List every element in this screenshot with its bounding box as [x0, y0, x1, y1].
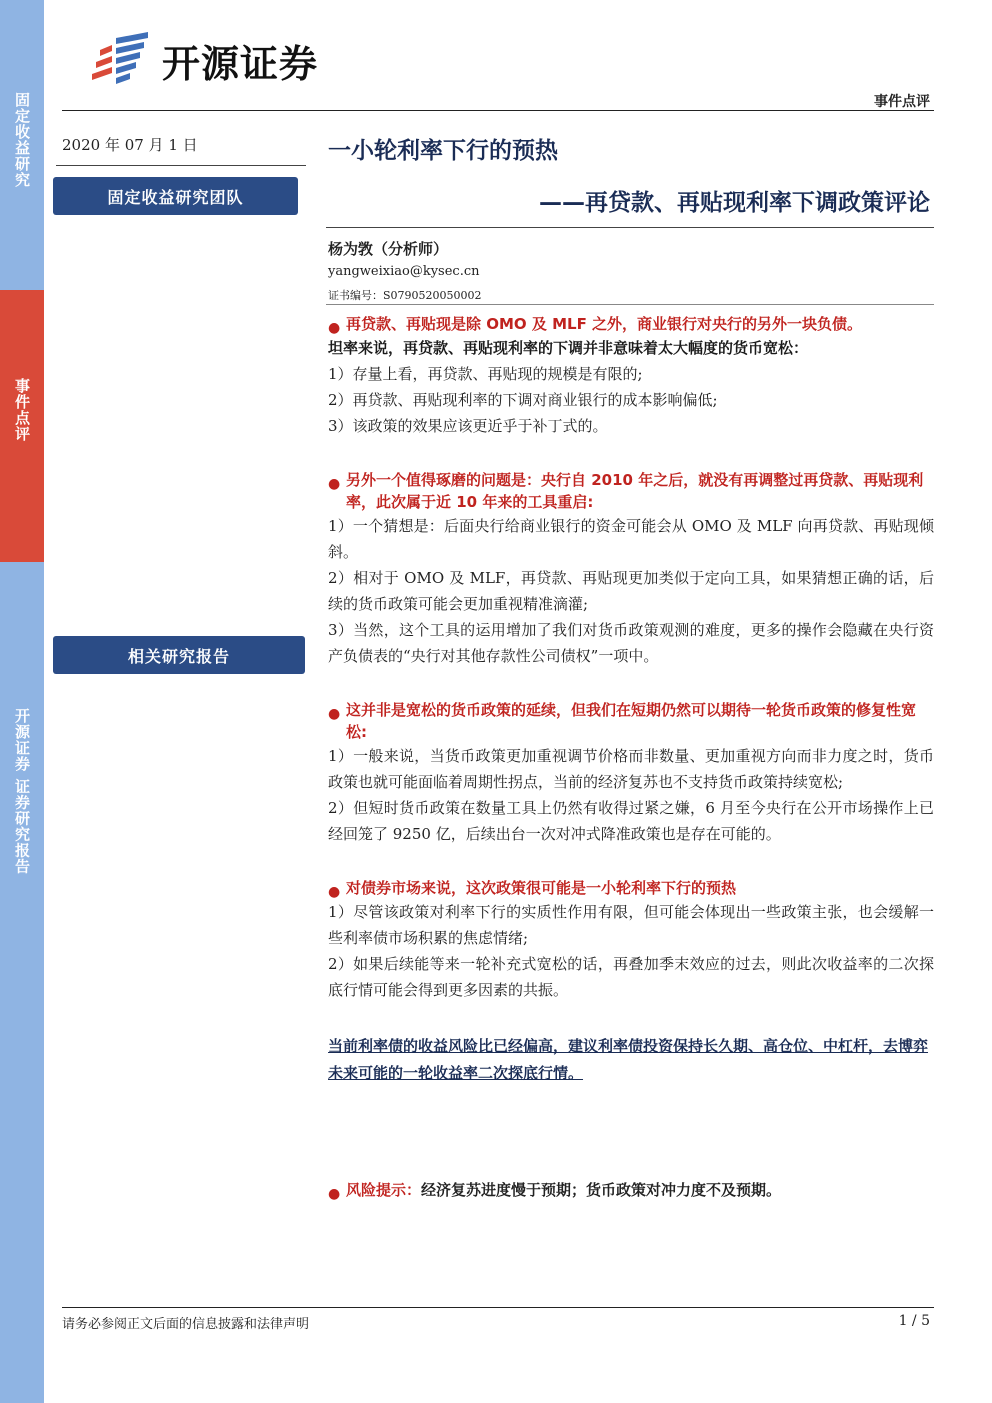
- bullet-icon: ●: [328, 320, 341, 336]
- team-tag: 固定收益研究团队: [53, 177, 298, 215]
- brand-logo: [86, 32, 386, 88]
- header-divider: [62, 110, 934, 111]
- paragraph: 3）该政策的效果应该更近乎于补丁式的。: [328, 417, 608, 435]
- paragraph: 2）再贷款、再贴现利率的下调对商业银行的成本影响偏低;: [328, 391, 718, 409]
- report-subtitle: ——再贷款、再贴现利率下调政策评论: [539, 190, 930, 216]
- report-title: 一小轮利率下行的预热: [328, 138, 558, 164]
- section-heading-text: 对债券市场来说，这次政策很可能是一小轮利率下行的预热: [346, 879, 737, 897]
- section-heading-text: 再贷款、再贴现是除 OMO 及 MLF 之外，商业银行对央行的另外一块负债。: [346, 315, 863, 333]
- side-label-brand: 开源证券 证券研究报告: [13, 708, 31, 875]
- paragraph: 2）但短时货币政策在数量工具上仍然有收得过紧之嫌，6 月至今央行在公开市场操作上已经回笼了 9250 亿，后续出台一次对冲式降准政策也是存在可能的。: [328, 799, 934, 843]
- report-body: [328, 313, 934, 1201]
- section-heading: [328, 469, 934, 513]
- section-4: [328, 877, 934, 1003]
- side-segment-event: [0, 290, 44, 562]
- section-lead: 坦率来说，再贷款、再贴现利率的下调并非意味着太大幅度的货币宽松：: [328, 339, 809, 357]
- section-heading: [328, 877, 934, 899]
- page-number: 1 / 5: [898, 1313, 930, 1329]
- bullet-icon: ●: [328, 706, 341, 722]
- paragraph: 3）当然，这个工具的运用增加了我们对货币政策观测的难度，更多的操作会隐藏在央行资产负债表的“央行对其他存款性公司债权”一项中。: [328, 621, 934, 665]
- section-heading-text: 另外一个值得琢磨的问题是：央行自 2010 年之后，就没有再调整过再贷款、再贴现利率，此次属于近 10 年来的工具重启:: [346, 471, 924, 511]
- date-divider: [56, 165, 306, 166]
- side-segment-fixed-income: [0, 0, 44, 290]
- brand-logo-icon: [86, 32, 156, 88]
- report-date: 2020 年 07 月 1 日: [62, 136, 198, 154]
- section-heading: [328, 699, 934, 743]
- spacer: [328, 1087, 934, 1179]
- footer-disclaimer: 请务必参阅正文后面的信息披露和法律声明: [62, 1317, 310, 1332]
- section-1: [328, 313, 934, 439]
- side-segment-brand: [0, 562, 44, 1403]
- author-divider: [326, 304, 934, 305]
- risk-text: 经济复苏进度慢于预期；货币政策对冲力度不及预期。: [421, 1181, 782, 1199]
- bullet-icon: ●: [328, 1186, 341, 1202]
- author-email: yangweixiao@kysec.cn: [328, 264, 480, 279]
- section-heading: [328, 313, 934, 335]
- paragraph: 2）如果后续能等来一轮补充式宽松的话，再叠加季末效应的过去，则此次收益率的二次探底行情可能会得到更多因素的共振。: [328, 955, 934, 999]
- paragraph: 1）存量上看，再贷款、再贴现的规模是有限的;: [328, 365, 643, 383]
- section-3: [328, 699, 934, 847]
- document-type: 事件点评: [874, 94, 930, 110]
- section-heading-text: 这并非是宽松的货币政策的延续，但我们在短期仍然可以期待一轮货币政策的修复性宽松:: [346, 701, 917, 741]
- related-reports-tag: 相关研究报告: [53, 636, 305, 674]
- side-label-fixed-income: 固定收益研究: [13, 92, 31, 188]
- risk-warning: [328, 1179, 934, 1201]
- bullet-icon: ●: [328, 476, 341, 492]
- risk-label: 风险提示：: [346, 1181, 422, 1199]
- author-name: 杨为敩（分析师）: [328, 240, 449, 258]
- title-divider: [326, 227, 934, 228]
- side-label-event: 事件点评: [13, 378, 31, 442]
- paragraph: 1）一个猜想是：后面央行给商业银行的资金可能会从 OMO 及 MLF 向再贷款、再贴现倾斜。: [328, 517, 934, 561]
- author-certificate: 证书编号：S0790520050002: [328, 289, 482, 302]
- paragraph: 1）一般来说，当货币政策更加重视调节价格而非数量、更加重视方向而非力度之时，货币政策也就可能面临着周期性拐点，当前的经济复苏也不支持货币政策持续宽松;: [328, 747, 934, 791]
- brand-name: 开源证券: [162, 41, 319, 86]
- paragraph: 1）尽管该政策对利率下行的实质性作用有限，但可能会体现出一些政策主张，也会缓解一些利率债市场积累的焦虑情绪;: [328, 903, 934, 947]
- bullet-icon: ●: [328, 884, 341, 900]
- section-2: [328, 469, 934, 669]
- paragraph: 2）相对于 OMO 及 MLF，再贷款、再贴现更加类似于定向工具，如果猜想正确的话，后续的货币政策可能会更加重视精准滴灌;: [328, 569, 934, 613]
- footer-divider: [62, 1307, 934, 1308]
- investment-recommendation: 当前利率债的收益风险比已经偏高，建议利率债投资保持长久期、高仓位、中杠杆，去博弈未来可能的一轮收益率二次探底行情。: [328, 1037, 929, 1082]
- side-bar: [0, 0, 44, 1403]
